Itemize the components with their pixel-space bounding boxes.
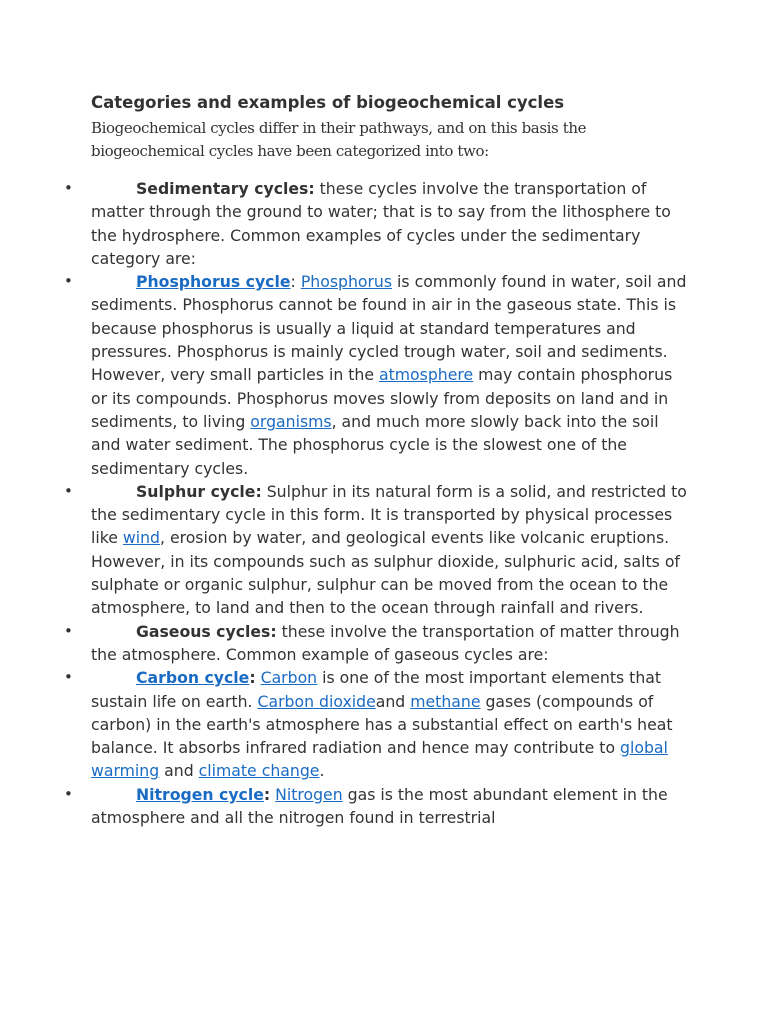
nitrogen-colon: : bbox=[263, 784, 271, 804]
carbon-text-2: and bbox=[375, 691, 411, 711]
carbon-text-4: and bbox=[159, 761, 199, 781]
list-item-nitrogen bbox=[0, 783, 691, 830]
sulphur-text-1: Sulphur in its natural form is a solid, and restricted to the sedimentary cycle in this form. It is transported by physical processes like bbox=[91, 481, 687, 548]
carbon-cycle-link[interactable]: Carbon cycle bbox=[136, 668, 250, 688]
wind-link[interactable]: wind bbox=[122, 528, 160, 548]
carbon-text-1: is one of the most important elements that sustain life on earth. bbox=[91, 668, 662, 711]
phosphorus-link[interactable]: Phosphorus bbox=[300, 272, 393, 292]
list-item-phosphorus bbox=[0, 270, 691, 480]
list-item-gaseous bbox=[0, 620, 691, 667]
cycle-list bbox=[0, 177, 768, 829]
section-heading: Categories and examples of biogeochemical cycles bbox=[91, 93, 565, 112]
list-item-sulphur bbox=[0, 480, 691, 620]
phosphorus-text-1: is commonly found in water, soil and sediments. Phosphorus cannot be found in air in the gaseous state. This is because phosphorus is usually a liquid at standard temperatures and pressures. Phosphorus is mainly cycled trough water, soil and sediments. However, very small particles in the bbox=[91, 272, 687, 385]
carbon-text-5: . bbox=[319, 761, 325, 781]
phosphorus-text-2: may contain phosphorus or its compounds. Phosphorus moves slowly from deposits on land and in sediments, to living bbox=[91, 365, 673, 431]
methane-link[interactable]: methane bbox=[410, 691, 481, 711]
global-warming-link[interactable]: global warming bbox=[91, 738, 668, 781]
climate-change-link[interactable]: climate change bbox=[198, 761, 320, 781]
bullet-icon: • bbox=[64, 272, 73, 291]
carbon-dioxide-link[interactable]: Carbon dioxide bbox=[257, 691, 376, 711]
phosphorus-text-3: , and much more slowly back into the soil and water sediment. The phosphorus cycle is the slowest one of the sedimentary cycles. bbox=[91, 411, 659, 478]
sulphur-text-2: , erosion by water, and geological events like volcanic eruptions. However, in its compounds such as sulphur dioxide, sulphuric acid, salts of sulphate or organic sulphur, sulphur can be moved from the ocean to the atmosphere, to land and then to the ocean through rainfall and rivers. bbox=[91, 528, 680, 618]
gaseous-text: these involve the transportation of matter through the atmosphere. Common example of gaseous cycles are: bbox=[91, 621, 680, 664]
organisms-link[interactable]: organisms bbox=[250, 411, 332, 431]
intro-paragraph: Biogeochemical cycles differ in their pathways, and on this basis the biogeochemical cycles have been categorized into two: bbox=[91, 119, 587, 160]
sedimentary-text: these cycles involve the transportation of matter through the ground to water; that is to say from the lithosphere to the hydrosphere. Common examples of cycles under the sedimentary category are: bbox=[91, 179, 671, 268]
nitrogen-cycle-link[interactable]: Nitrogen cycle bbox=[136, 784, 264, 804]
phosphorus-cycle-link[interactable]: Phosphorus cycle bbox=[136, 272, 291, 292]
bullet-icon: • bbox=[64, 481, 73, 500]
bullet-icon: • bbox=[64, 179, 73, 197]
carbon-text-3: gases (compounds of carbon) in the earth's atmosphere has a substantial effect on earth's heat balance. It absorbs infrared radiation and hence may contribute to bbox=[91, 691, 673, 758]
carbon-colon: : bbox=[249, 668, 256, 688]
bullet-icon: • bbox=[64, 621, 73, 640]
nitrogen-link[interactable]: Nitrogen bbox=[275, 784, 343, 804]
list-item-sedimentary bbox=[0, 177, 691, 270]
bullet-icon: • bbox=[64, 668, 73, 687]
atmosphere-link[interactable]: atmosphere bbox=[379, 365, 474, 385]
phosphorus-colon: : bbox=[290, 272, 296, 292]
carbon-link[interactable]: Carbon bbox=[260, 668, 318, 688]
nitrogen-text-1: gas is the most abundant element in the atmosphere and all the nitrogen found in terrestrial bbox=[91, 784, 668, 828]
gaseous-title: Gaseous cycles: bbox=[136, 621, 277, 641]
bullet-icon: • bbox=[64, 784, 73, 803]
sedimentary-title: Sedimentary cycles: bbox=[136, 179, 315, 198]
sulphur-title: Sulphur cycle: bbox=[136, 481, 262, 501]
list-item-carbon bbox=[0, 666, 691, 782]
